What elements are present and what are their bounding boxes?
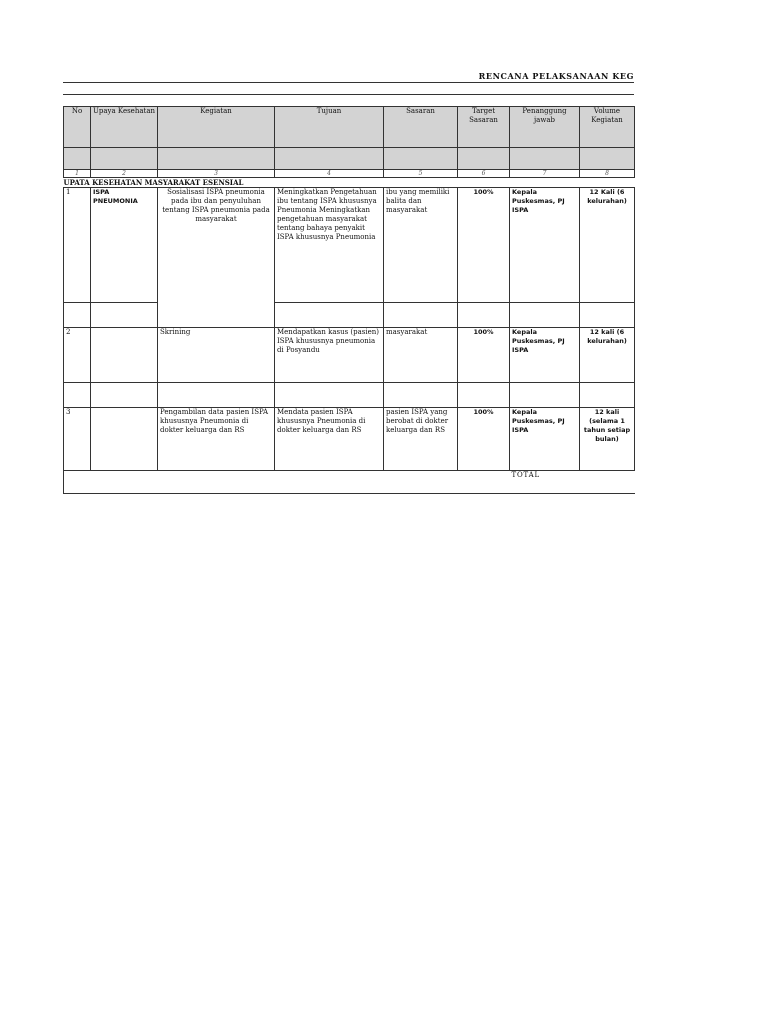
column-number-row bbox=[64, 170, 635, 178]
spacer-row bbox=[64, 303, 635, 328]
cell-penanggung: Kepala Puskesmas, PJ ISPA bbox=[510, 408, 580, 471]
cell-upaya: ISPA PNEUMONIA bbox=[91, 188, 158, 303]
cell-target: 100% bbox=[458, 328, 510, 383]
column-number: 8 bbox=[580, 170, 635, 178]
document-title: RENCANA PELAKSANAAN KEG bbox=[478, 71, 634, 81]
total-row bbox=[64, 471, 635, 494]
table-row bbox=[64, 328, 635, 383]
table-row bbox=[64, 408, 635, 471]
cell-volume: 12 kali (6 kelurahan) bbox=[580, 328, 635, 383]
cell-kegiatan: Skrining bbox=[158, 328, 275, 383]
cell-tujuan: Mendapatkan kasus (pasien) ISPA khususnya pneumonia di Posyandu bbox=[275, 328, 384, 383]
section-row bbox=[64, 178, 635, 188]
cell-upaya bbox=[91, 408, 158, 471]
header-sasaran: Sasaran bbox=[384, 107, 458, 148]
header-upaya: Upaya Kesehatan bbox=[91, 107, 158, 148]
cell-tujuan: Meningkatkan Pengetahuan ibu tentang ISPA khususnya Pneumonia Meningkatkan pengetahuan masyarakat tentang bahaya penyakit ISPA khususnya Pneumonia bbox=[275, 188, 384, 303]
title-rule-bottom bbox=[63, 94, 634, 95]
column-number: 6 bbox=[458, 170, 510, 178]
cell-target: 100% bbox=[458, 408, 510, 471]
column-number: 3 bbox=[158, 170, 275, 178]
spacer-row bbox=[64, 383, 635, 408]
cell-tujuan: Mendata pasien ISPA khususnya Pneumonia di dokter keluarga dan RS bbox=[275, 408, 384, 471]
grey-spacer-row bbox=[64, 148, 635, 170]
header-volume: Volume Kegiatan bbox=[580, 107, 635, 148]
header-target: Target Sasaran bbox=[458, 107, 510, 148]
cell-upaya bbox=[91, 328, 158, 383]
cell-sasaran: ibu yang memiliki balita dan masyarakat bbox=[384, 188, 458, 303]
cell-volume: 12 Kali (6 kelurahan) bbox=[580, 188, 635, 303]
cell-sasaran: pasien ISPA yang berobat di dokter keluarga dan RS bbox=[384, 408, 458, 471]
header-no: No bbox=[64, 107, 91, 148]
header-row bbox=[64, 107, 635, 148]
cell-volume: 12 kali (selama 1 tahun setiap bulan) bbox=[580, 408, 635, 471]
column-number: 7 bbox=[510, 170, 580, 178]
section-title: UPATA KESEHATAN MASYARAKAT ESENSIAL bbox=[64, 178, 635, 188]
column-number: 2 bbox=[91, 170, 158, 178]
total-label: TOTAL bbox=[510, 471, 635, 494]
cell-no: 3 bbox=[64, 408, 91, 471]
cell-no: 1 bbox=[64, 188, 91, 303]
activity-plan-table bbox=[63, 106, 635, 494]
header-penanggung: Penanggung jawab bbox=[510, 107, 580, 148]
cell-sasaran: masyarakat bbox=[384, 328, 458, 383]
header-tujuan: Tujuan bbox=[275, 107, 384, 148]
column-number: 1 bbox=[64, 170, 91, 178]
cell-kegiatan: Pengambilan data pasien ISPA khususnya Pneumonia di dokter keluarga dan RS bbox=[158, 408, 275, 471]
cell-penanggung: Kepala Puskesmas, PJ ISPA bbox=[510, 328, 580, 383]
title-rule-top bbox=[63, 82, 634, 83]
cell-no: 2 bbox=[64, 328, 91, 383]
column-number: 4 bbox=[275, 170, 384, 178]
header-kegiatan: Kegiatan bbox=[158, 107, 275, 148]
cell-kegiatan: Sosialisasi ISPA pneumonia pada ibu dan penyuluhan tentang ISPA pneumonia pada masyarakat bbox=[158, 188, 275, 328]
cell-penanggung: Kepala Puskesmas, PJ ISPA bbox=[510, 188, 580, 303]
cell-target: 100% bbox=[458, 188, 510, 303]
column-number: 5 bbox=[384, 170, 458, 178]
table-row bbox=[64, 188, 635, 303]
